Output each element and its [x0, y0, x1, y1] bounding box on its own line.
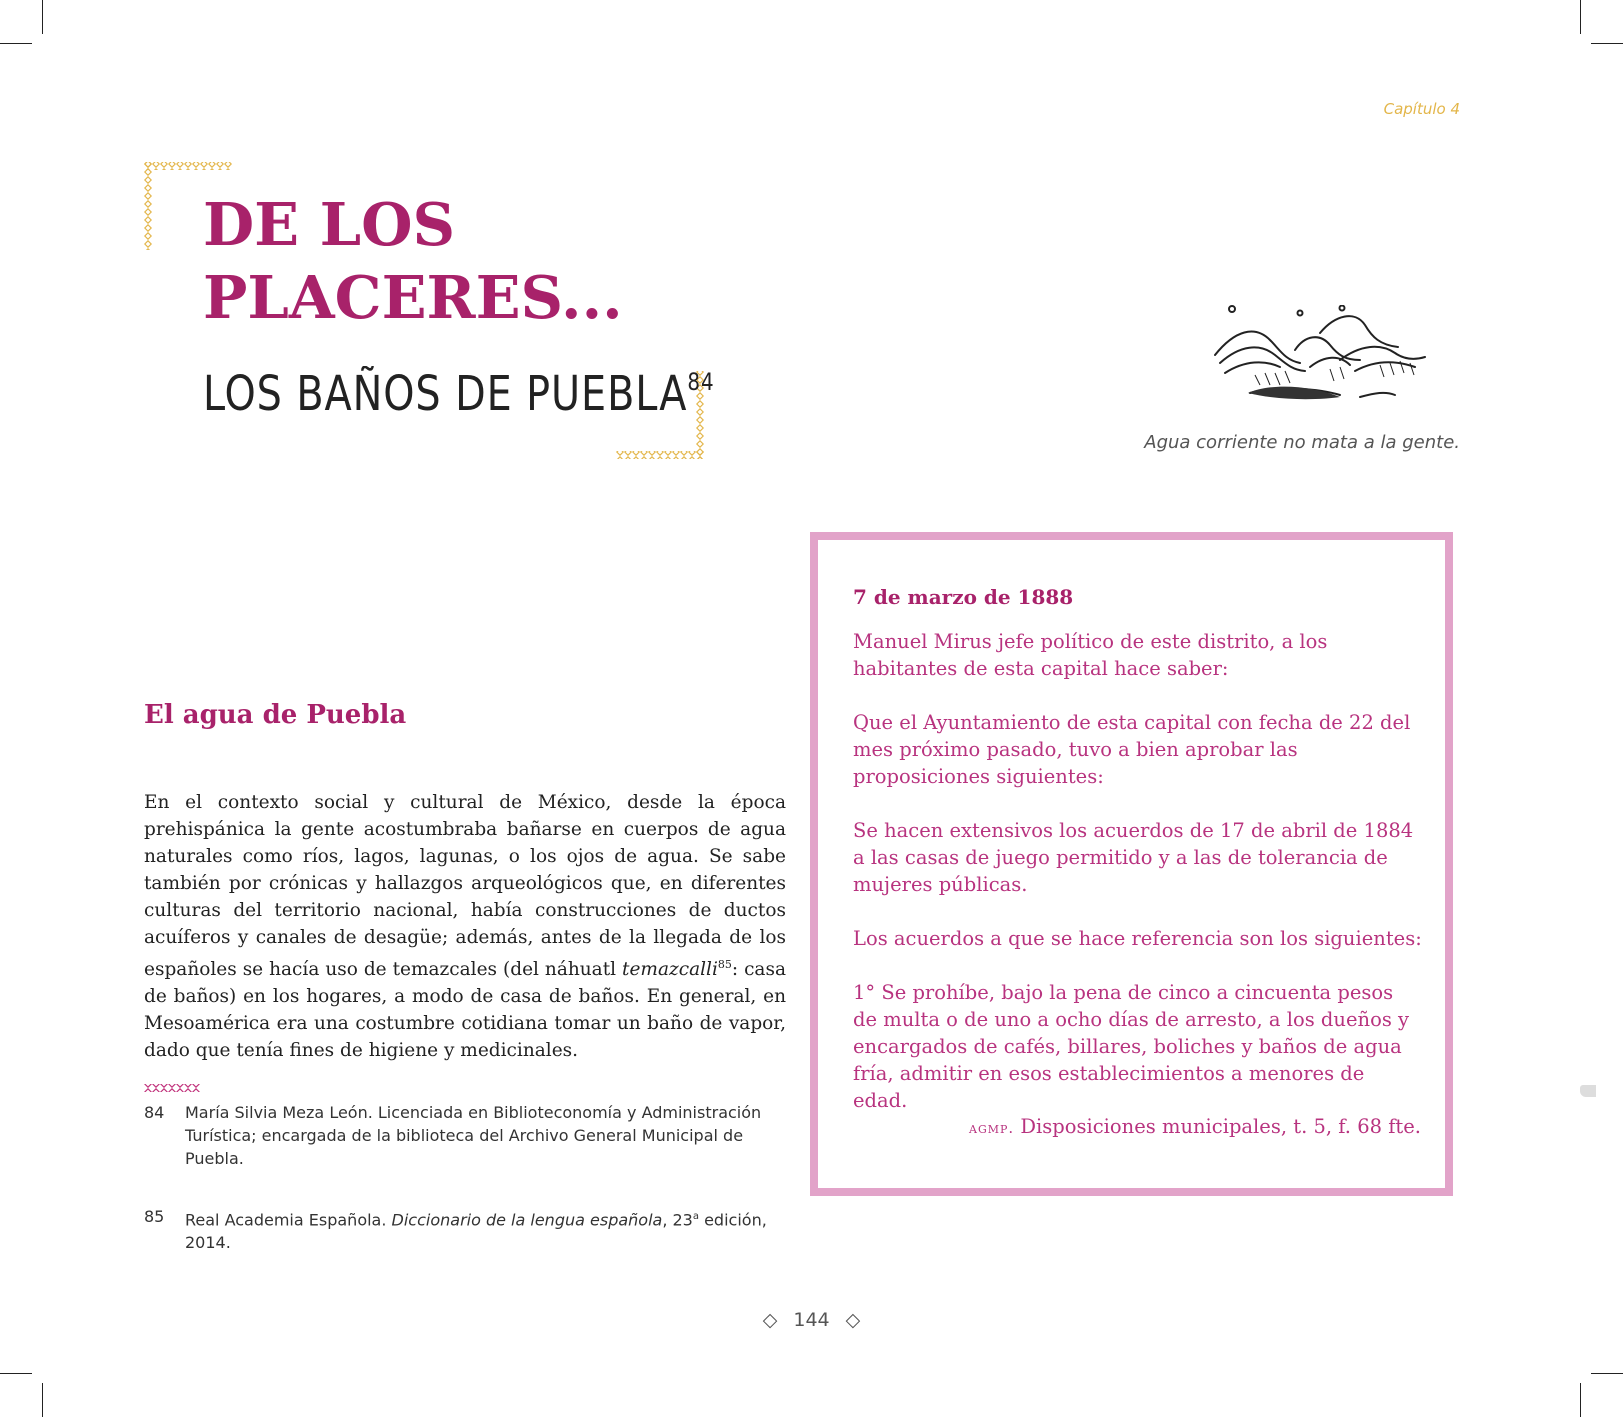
page-edge-tab	[1580, 1085, 1596, 1097]
footnote-text: Real Academia Española. Diccionario de la lengua española, 23$^a$ edición, 2014.	[185, 1210, 767, 1253]
footnote-book-title: Diccionario de la lengua española	[391, 1210, 663, 1230]
quote-paragraph: Que el Ayuntamiento de esta capital con fecha de 22 del mes próximo pasado, tuvo a bien aprobar las proposiciones siguientes:	[853, 711, 1411, 788]
page-title	[203, 188, 623, 334]
source-text: Disposiciones municipales, t. 5, f. 68 fte.	[1014, 1115, 1421, 1138]
body-text-a: En el contexto social y cultural de México, desde la época prehispánica la gente acostumbraba bañarse en cuerpos de agua naturales como ríos, lagos, lagunas, o los ojos de agua. Se sabe también por crónicas y hallazgos arqueológicos que, en diferentes culturas del territorio nacional, había construcciones de ductos acuíferos y canales de desagüe; además, antes de la llegada de los españoles se hacía uso de temazcales (del náhuatl	[144, 792, 786, 981]
quote-source	[969, 1115, 1421, 1138]
subtitle-text: LOS BAÑOS DE PUEBLA	[203, 366, 688, 422]
illustration-caption: Agua corriente no mata a la gente.	[1144, 432, 1460, 453]
title-line-1: DE LOS	[203, 190, 456, 259]
body-text-b: : casa de baños) en los hogares, a modo de casa de baños. En general, en Mesoamérica era una costumbre cotidiana tomar un baño de vapor, dado que tenía fines de higiene y medicinales.	[144, 959, 786, 1062]
diamond-ornament-icon: ◇	[762, 1309, 778, 1331]
footnote-ref[interactable]: 84	[687, 368, 715, 396]
footnote-ref[interactable]: 85	[717, 958, 732, 971]
footnote-84	[144, 1101, 786, 1170]
footnote-text: María Silvia Meza León. Licenciada en Biblioteconomía y Administración Turística; encargada de la biblioteca del Archivo General Municipal de Puebla.	[185, 1103, 762, 1168]
footnote-number: 85	[144, 1207, 165, 1226]
body-paragraph	[144, 789, 786, 1064]
footnote-number: 84	[144, 1103, 165, 1122]
diamond-ornament-icon: ◇	[845, 1309, 861, 1331]
quote-paragraph: 1° Se prohíbe, bajo la pena de cinco a cincuenta pesos de multa o de uno a ocho días de arresto, a los dueños y encargados de cafés, billares, boliches y baños de agua fría, admitir en esos establecimientos a menores de edad.	[853, 981, 1410, 1112]
water-waves-illustration	[1210, 305, 1435, 410]
quote-paragraph: Los acuerdos a que se hace referencia son los siguientes:	[853, 927, 1422, 950]
title-line-2: PLACERES...	[203, 263, 623, 332]
quote-body	[853, 628, 1423, 1141]
quote-date: 7 de marzo de 1888	[853, 585, 1074, 609]
section-title: El agua de Puebla	[144, 700, 407, 730]
quote-paragraph: Se hacen extensivos los acuerdos de 17 de abril de 1884 a las casas de juego permitido y a las de tolerancia de mujeres públicas.	[853, 819, 1414, 896]
body-text-emphasis: temazcalli	[622, 959, 718, 981]
page-number-text: 144	[793, 1309, 830, 1331]
page-number	[0, 1309, 1623, 1331]
page-subtitle	[203, 352, 715, 424]
quote-paragraph: Manuel Mirus jefe político de este distrito, a los habitantes de esta capital hace saber:	[853, 630, 1328, 680]
footnote-85	[144, 1205, 786, 1254]
archive-abbreviation: agmp.	[969, 1119, 1015, 1137]
chapter-header: Capítulo 4	[1383, 100, 1460, 118]
